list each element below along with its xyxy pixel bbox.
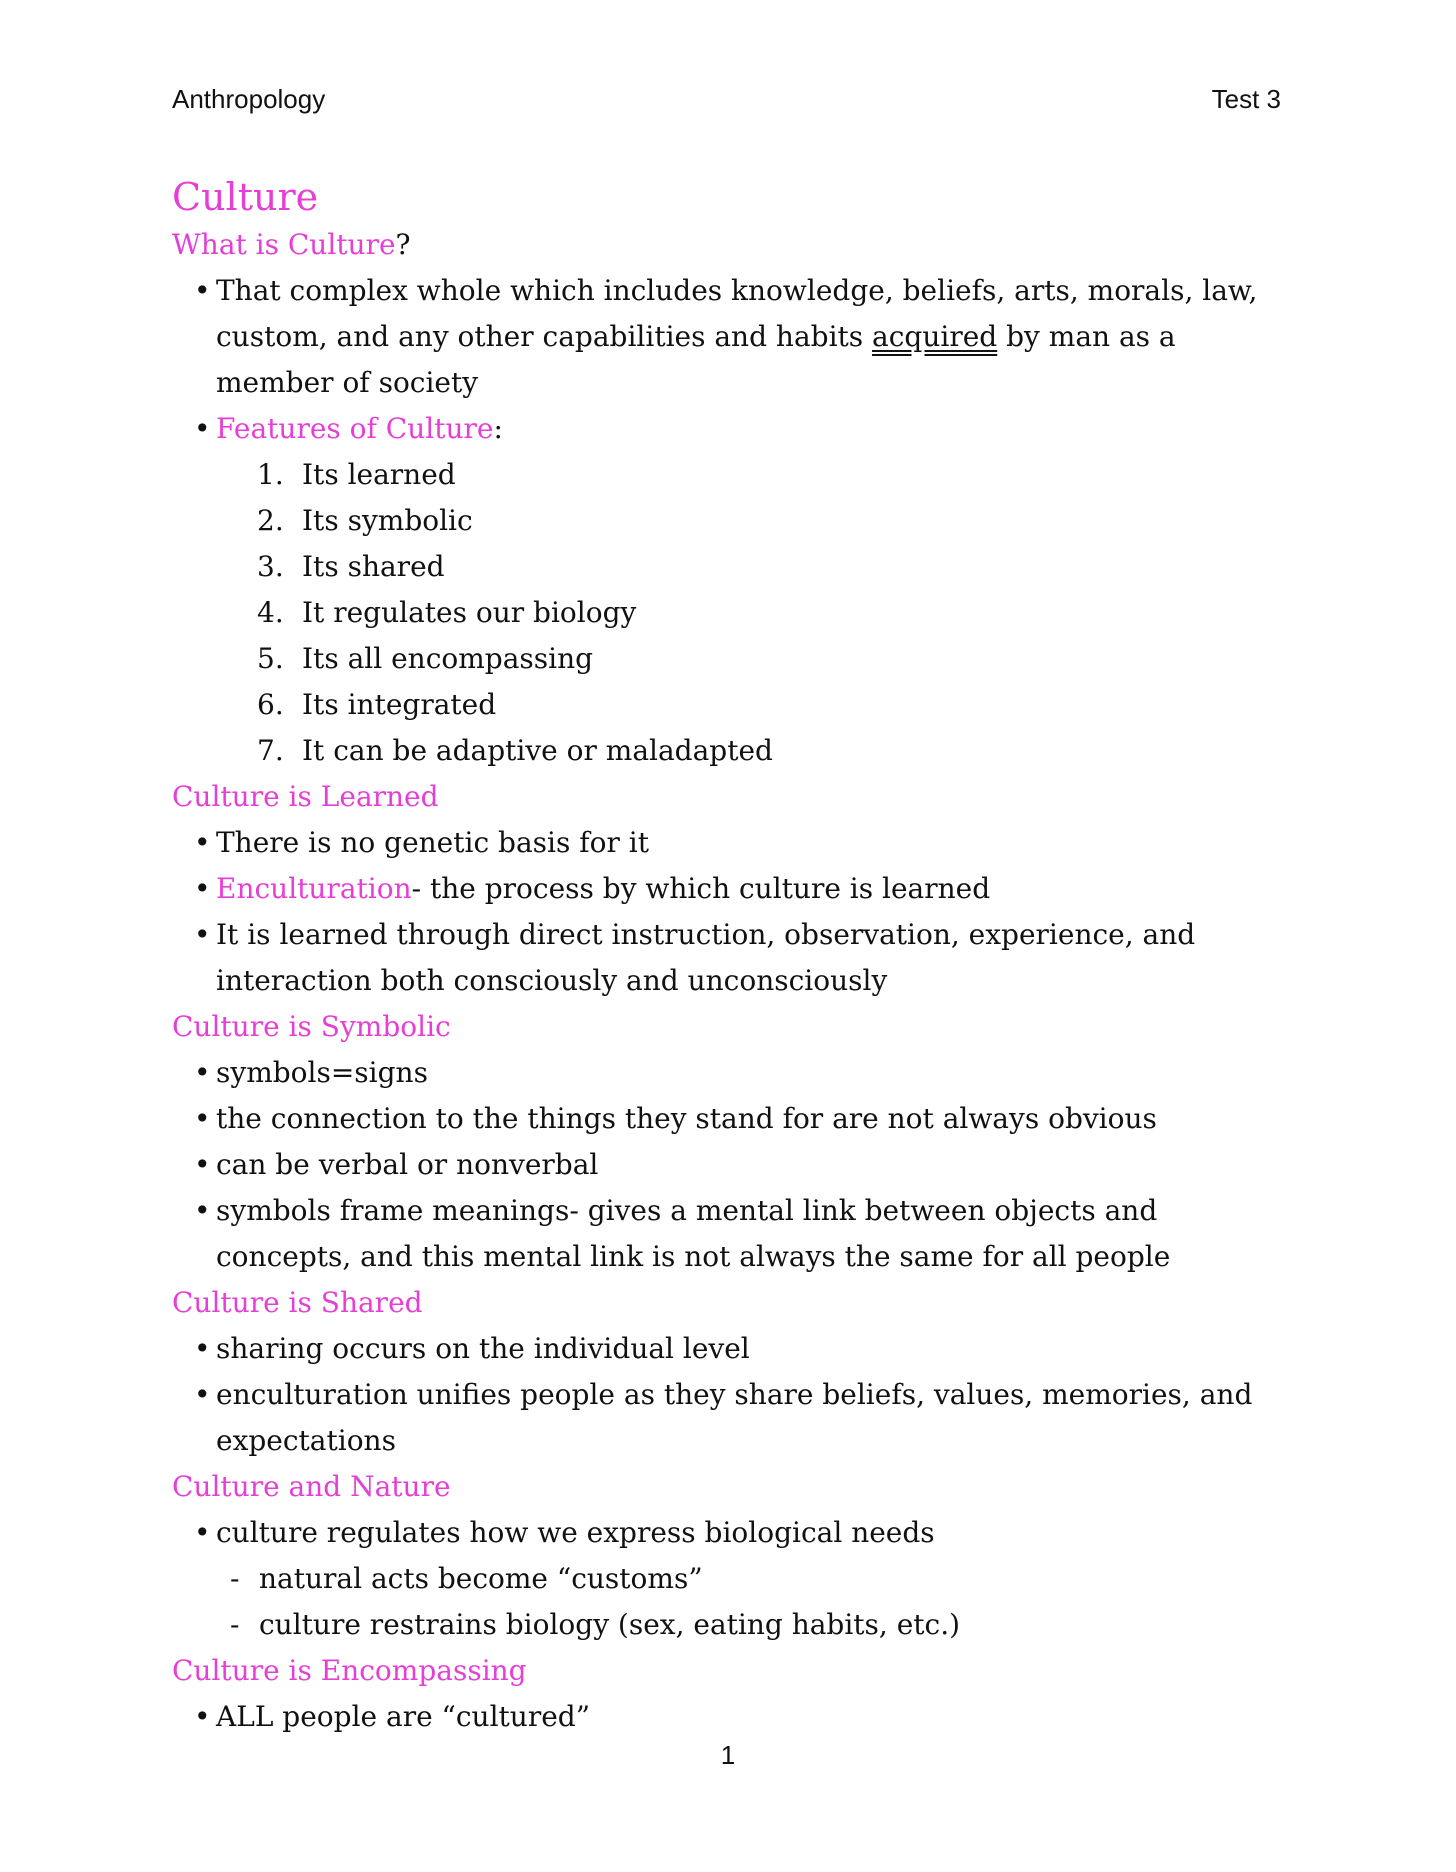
feature-number: 6.: [257, 688, 284, 721]
list-symbolic: [172, 1050, 1292, 1280]
feature-text: It can be adaptive or maladapted: [302, 734, 773, 767]
feature-item: [172, 682, 1292, 728]
feature-item: [172, 452, 1292, 498]
section-heading-shared: Culture is Shared: [172, 1286, 423, 1319]
list-nature: [172, 1510, 1292, 1556]
feature-item: [172, 498, 1292, 544]
feature-number: 5.: [257, 642, 284, 675]
list-shared: [172, 1326, 1292, 1464]
list-item: • enculturation unifies people as they share beliefs, values, memories, and expectations: [172, 1372, 1292, 1464]
term-enculturation: Enculturation: [216, 872, 412, 905]
list-item: • symbols=signs: [172, 1050, 1292, 1096]
feature-number: 2.: [257, 504, 284, 537]
list-item: • ALL people are “cultured”: [172, 1694, 1292, 1740]
list-item-definition: [172, 268, 1292, 406]
list-what-is-culture: [172, 268, 1292, 452]
page-content: [172, 172, 1292, 1740]
list-item: • culture regulates how we express biological needs: [172, 1510, 1292, 1556]
feature-number: 4.: [257, 596, 284, 629]
feature-text: Its shared: [302, 550, 445, 583]
header-course: Anthropology: [172, 84, 326, 114]
section-heading-encompassing: Culture is Encompassing: [172, 1654, 527, 1687]
feature-text: Its symbolic: [302, 504, 473, 537]
list-item: • There is no genetic basis for it: [172, 820, 1292, 866]
section-heading-nature: Culture and Nature: [172, 1470, 451, 1503]
list-learned: [172, 820, 1292, 1004]
header-test: Test 3: [1211, 84, 1281, 114]
feature-item: [172, 590, 1292, 636]
list-item: • can be verbal or nonverbal: [172, 1142, 1292, 1188]
list-item: • symbols frame meanings- gives a mental link between objects and concepts, and this mental link is not always the same for all people: [172, 1188, 1292, 1280]
feature-number: 3.: [257, 550, 284, 583]
feature-text: Its integrated: [302, 688, 497, 721]
section-heading-learned: Culture is Learned: [172, 780, 439, 813]
sublist-item: - natural acts become “customs”: [172, 1556, 1292, 1602]
feature-item: [172, 636, 1292, 682]
list-item-enculturation: [172, 866, 1292, 912]
feature-number: 1.: [257, 458, 284, 491]
feature-text: Its learned: [302, 458, 456, 491]
term-definition: - the process by which culture is learned: [411, 872, 991, 905]
feature-text: Its all encompassing: [302, 642, 594, 675]
list-item-features: [172, 406, 1292, 452]
feature-item: [172, 728, 1292, 774]
section-heading-what-is-culture: [172, 222, 1292, 268]
features-suffix: :: [493, 412, 503, 445]
feature-text: It regulates our biology: [302, 596, 637, 629]
sublist-nature: [172, 1556, 1292, 1648]
section-heading-symbolic: Culture is Symbolic: [172, 1010, 451, 1043]
features-label: Features of Culture: [216, 412, 494, 445]
features-list: [172, 452, 1292, 774]
definition-underlined-word: acquired: [872, 320, 998, 353]
feature-item: [172, 544, 1292, 590]
list-item: • It is learned through direct instruction, observation, experience, and interaction both consciously and unconsciously: [172, 912, 1292, 1004]
list-encompassing: [172, 1694, 1292, 1740]
sublist-item: - culture restrains biology (sex, eating habits, etc.): [172, 1602, 1292, 1648]
section-heading-text: What is Culture: [172, 228, 396, 261]
page-number: 1: [720, 1740, 736, 1770]
definition-text-c: by man as a member of society: [216, 320, 1176, 399]
feature-number: 7.: [257, 734, 284, 767]
page-title: Culture: [172, 175, 319, 219]
section-heading-suffix: ?: [395, 228, 411, 261]
definition-text-a: That complex whole which includes knowledge, beliefs, arts, morals, law, custom, and any other capabilities and habits: [216, 274, 1258, 353]
list-item: • sharing occurs on the individual level: [172, 1326, 1292, 1372]
list-item: • the connection to the things they stand for are not always obvious: [172, 1096, 1292, 1142]
